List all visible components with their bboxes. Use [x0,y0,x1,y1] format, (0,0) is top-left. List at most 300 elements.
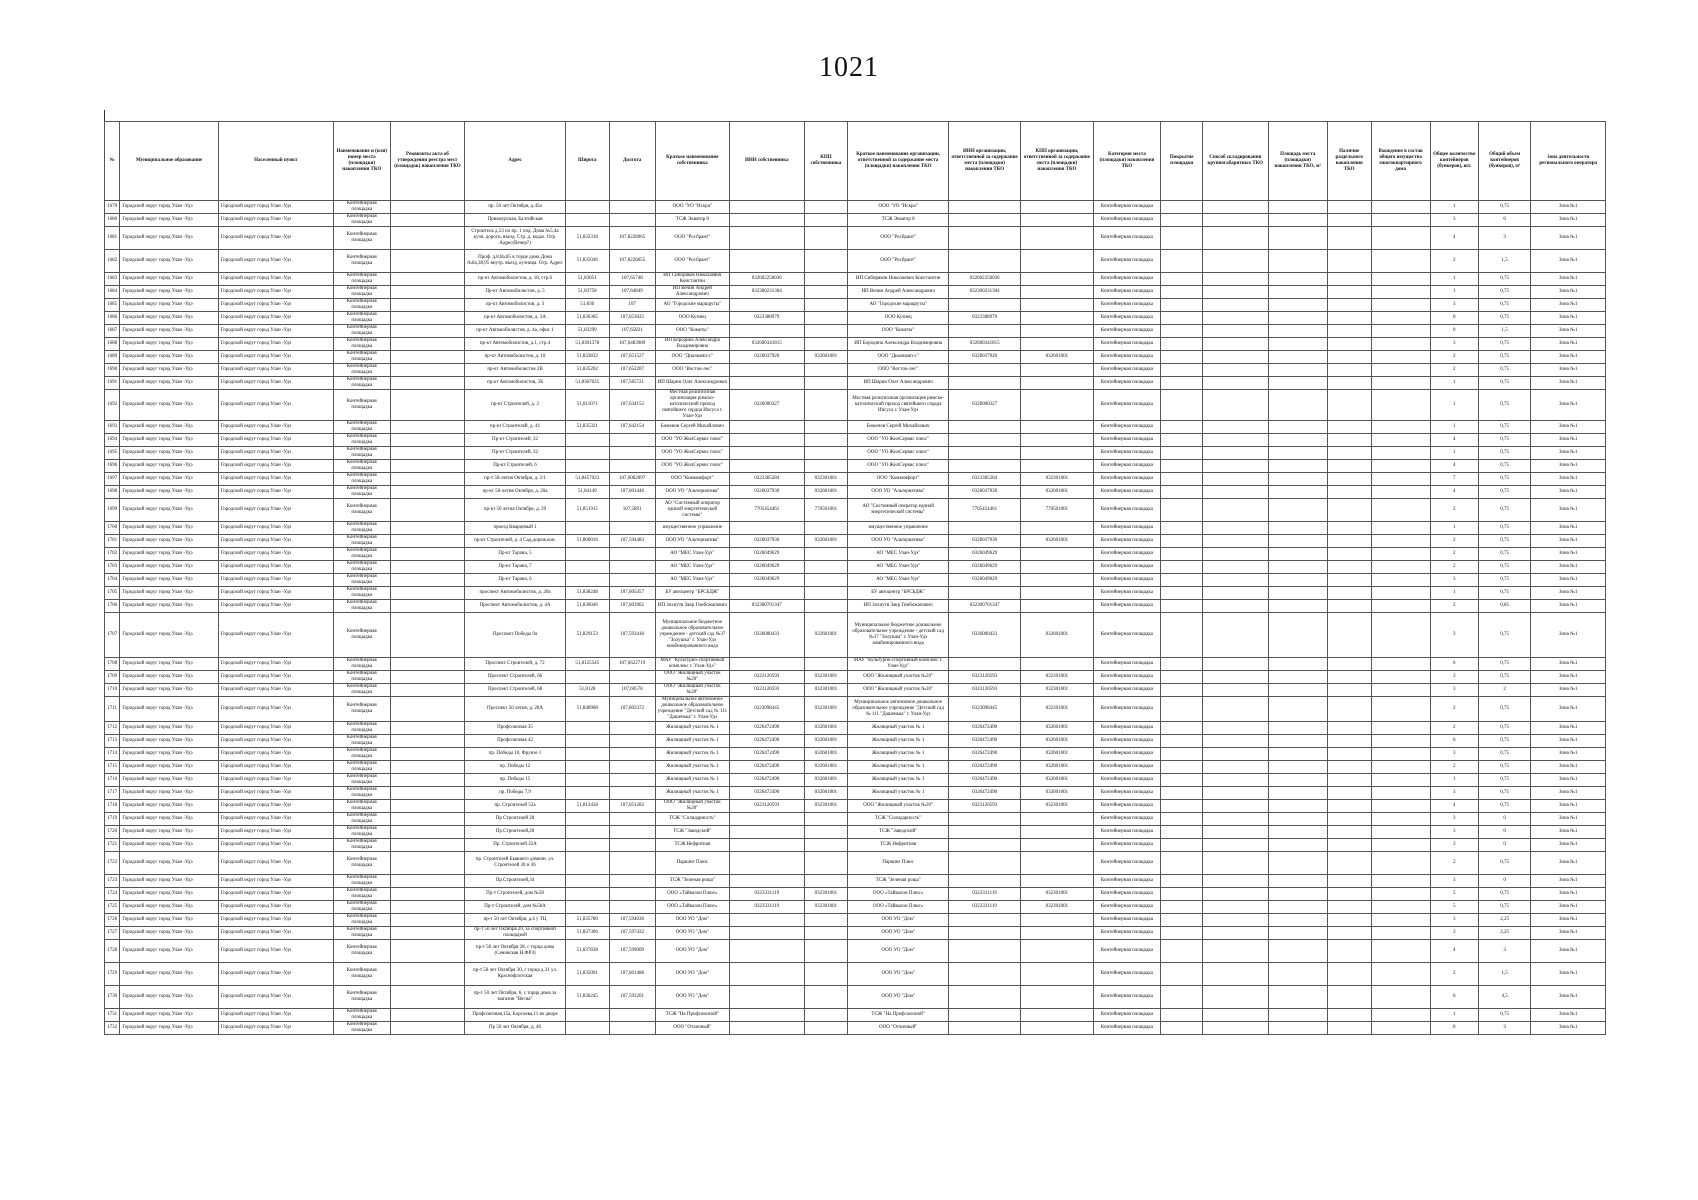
table-cell: 51,835202 [565,364,609,377]
table-cell: Контейнерная площадка [1093,377,1161,390]
table-cell [1327,748,1371,761]
table-cell [1202,499,1268,522]
table-cell: Городской округ город Улан -Удэ [120,963,219,986]
table-cell: Зона №1 [1531,748,1606,761]
table-cell: Приамурская, Балтийская [465,214,566,227]
table-cell: 51,8307025 [565,377,609,390]
table-cell: Городской округ город Улан -Удэ [218,522,333,535]
table-cell: Городской округ город Улан -Удэ [218,613,333,658]
table-cell: Контейнерная площадка [1093,390,1161,421]
table-cell: 4 [1430,486,1478,499]
table-cell: Зона №1 [1531,364,1606,377]
table-cell [1268,671,1327,684]
table-cell [1161,499,1203,522]
table-cell: 2 [1430,600,1478,613]
table-cell [390,499,464,522]
table-cell [1021,839,1093,852]
table-cell: Контейнерная площадка [1093,800,1161,813]
table-cell [1161,214,1203,227]
table-cell: 1693 [105,421,120,434]
table-cell: Зона №1 [1531,813,1606,826]
header-row [105,122,1606,201]
table-cell: 0,75 [1478,351,1531,364]
table-cell: 0,75 [1478,735,1531,748]
table-cell [730,587,804,600]
table-cell: 2 [1430,351,1478,364]
table-cell: Городской округ город Улан -Удэ [120,447,219,460]
table-cell [1371,658,1430,671]
table-cell: 0 [1430,325,1478,338]
table-cell [1371,460,1430,473]
table-cell: Жилищный участок № 1 [655,735,729,748]
table-cell: Городской округ город Улан -Удэ [218,473,333,486]
table-cell [1202,671,1268,684]
table-cell: Контейнерная площадка [1093,1022,1161,1035]
table-cell: 032301001 [1021,473,1093,486]
table-cell [949,940,1021,963]
table-cell: БУ автоцентр "БРСБДЖ" [848,587,949,600]
table-cell: 107,60578 [609,684,655,697]
table-cell [1161,338,1203,351]
table-cell: Зона №1 [1531,250,1606,273]
table-cell: ИП Сибиряков Николаевич Константин [848,273,949,286]
table-cell [1202,561,1268,574]
table-cell: Боженов Сергей Михайлович [848,421,949,434]
table-cell: Контейнерная площадка [1093,351,1161,364]
table-cell: пр-кт Автомобилистов, д. 3 [465,299,566,312]
table-cell [804,377,848,390]
table-cell: Контейнерная площадка [333,986,390,1009]
table-cell [1327,325,1371,338]
table-cell: 51,833832 [565,351,609,364]
table-cell [1268,1009,1327,1022]
table-row [105,250,1606,273]
table-cell [1161,377,1203,390]
table-row [105,940,1606,963]
table-cell: 0323098445 [949,697,1021,722]
table-cell: 1731 [105,1009,120,1022]
table-cell: пр-т 50 лет Октября 30, с торца д.31 ул. Краснофлотская [465,963,566,986]
table-cell: 032301001 [804,671,848,684]
table-cell: 0,75 [1478,473,1531,486]
table-cell [390,800,464,813]
table-cell [1268,460,1327,473]
table-cell: 0326049629 [730,548,804,561]
table-cell [1202,486,1268,499]
table-cell: 0326472490 [949,722,1021,735]
table-cell: Городской округ город Улан -Удэ [218,963,333,986]
table-cell: ООО УО "Альтернатива" [655,486,729,499]
table-cell: 3 [1430,338,1478,351]
table-cell: 1723 [105,875,120,888]
table-cell [804,852,848,875]
table-row [105,684,1606,697]
table-cell: 0323385284 [949,473,1021,486]
table-cell [1268,499,1327,522]
table-cell: Зона №1 [1531,1009,1606,1022]
table-cell: ТСЖ "Зеленая роща" [848,875,949,888]
table-cell: Зона №1 [1531,986,1606,1009]
table-cell: Городской округ город Улан -Удэ [218,914,333,927]
table-cell: ООО УО "Дом" [848,940,949,963]
table-cell [565,214,609,227]
table-cell: 0323120593 [730,671,804,684]
column-header: № [105,122,120,201]
table-cell [804,986,848,1009]
table-cell: 3 [1430,927,1478,940]
column-header: Площадь места (площадки) накопления ТКО, м² [1268,122,1327,201]
table-cell [390,447,464,460]
table-cell [1327,761,1371,774]
table-cell: 0326472490 [949,761,1021,774]
table-cell: Городской округ город Улан -Удэ [218,927,333,940]
table-cell: 0 [1478,875,1531,888]
table-cell: Городской округ город Улан -Удэ [120,875,219,888]
table-cell: пр-кт Строителей, д. 3 [465,390,566,421]
table-cell: 1730 [105,986,120,1009]
table-cell [390,986,464,1009]
table-cell [1371,813,1430,826]
table-cell [1161,447,1203,460]
table-cell [1327,312,1371,325]
table-cell [390,548,464,561]
table-cell [949,522,1021,535]
table-cell: 1 [1430,421,1478,434]
table-cell: Зона №1 [1531,800,1606,813]
table-cell: Контейнерная площадка [1093,325,1161,338]
table-cell [1371,940,1430,963]
table-cell [1371,299,1430,312]
table-cell [730,1022,804,1035]
table-cell: 7705454461 [730,499,804,522]
table-row [105,460,1606,473]
table-cell: Контейнерная площадка [1093,338,1161,351]
table-cell: 0323331119 [949,888,1021,901]
table-cell: 3 [1430,613,1478,658]
table-cell: 0 [1478,839,1531,852]
table-cell: 0,75 [1478,522,1531,535]
column-header: КПП организации, ответственной за содержание места (площадки) накопления ТКО [1021,122,1093,201]
table-cell: Городской округ город Улан -Удэ [120,250,219,273]
table-cell: 7 [1430,473,1478,486]
table-cell [1371,214,1430,227]
table-cell [1202,535,1268,548]
table-cell: 1725 [105,901,120,914]
table-cell [390,460,464,473]
table-cell: 3 [1430,299,1478,312]
table-cell [1021,364,1093,377]
table-cell: 1711 [105,697,120,722]
table-cell: Контейнерная площадка [333,574,390,587]
table-cell: ООО УО "Дом" [848,963,949,986]
table-cell [609,852,655,875]
table-cell: Городской округ город Улан -Удэ [218,548,333,561]
table-cell: Городской округ город Улан -Удэ [120,201,219,214]
table-cell [804,561,848,574]
column-header: ИНН собственника [730,122,804,201]
table-cell [390,927,464,940]
table-cell: ИП Бородина Александра Владимировна [655,338,729,351]
table-cell [1161,748,1203,761]
table-cell [1161,325,1203,338]
table-cell: Городской округ город Улан -Удэ [120,227,219,250]
table-cell [565,548,609,561]
table-row [105,914,1606,927]
table-cell [1161,986,1203,1009]
table-cell [565,826,609,839]
table-cell: 107,65748 [609,273,655,286]
table-cell: 0326037930 [730,535,804,548]
table-cell [1021,587,1093,600]
table-cell [730,421,804,434]
table-cell [730,201,804,214]
table-cell: Проспект Строителей, д. 72 [465,658,566,671]
table-cell [730,875,804,888]
table-cell [1268,447,1327,460]
table-cell: Городской округ город Улан -Удэ [218,486,333,499]
table-cell: Зона №1 [1531,587,1606,600]
table-cell: 1707 [105,613,120,658]
table-cell: Строитель д.53 по пр. 1 под. Дома №5,4а кузн. дороги, въезд. Стр. д. кодах. Огр. Адрес(Вечер?) [465,227,566,250]
table-cell: Контейнерная площадка [333,390,390,421]
table-cell [804,522,848,535]
table-cell: ООО УО "Альтернатива" [848,486,949,499]
table-cell [1371,473,1430,486]
table-cell [1268,852,1327,875]
table-cell: АО "МЕС Улан-Удэ" [655,548,729,561]
table-cell [390,522,464,535]
table-cell [390,338,464,351]
table-cell: 0326472490 [730,774,804,787]
table-cell [1161,839,1203,852]
table-cell: Городской округ город Улан -Удэ [120,1022,219,1035]
table-cell: Пр-кт Строителей, 32 [465,434,566,447]
table-cell: 032601001 [804,535,848,548]
table-cell [609,1009,655,1022]
table-cell [804,421,848,434]
table-cell [1021,561,1093,574]
table-cell: Контейнерная площадка [1093,286,1161,299]
table-row [105,286,1606,299]
table-cell: 0,75 [1478,486,1531,499]
table-cell: Зона №1 [1531,499,1606,522]
table-cell [949,658,1021,671]
table-cell: 1702 [105,548,120,561]
table-cell [1371,377,1430,390]
table-cell [949,1022,1021,1035]
table-cell [1161,561,1203,574]
table-cell [1161,963,1203,986]
table-cell [390,574,464,587]
table-cell [949,364,1021,377]
table-cell: пр-кт Строителей, д. 41 [465,421,566,434]
table-cell: Жилищный участок № 1 [655,748,729,761]
table-cell [1371,722,1430,735]
table-cell: 2 [1430,364,1478,377]
table-cell: 51,83758 [565,286,609,299]
table-cell [1161,875,1203,888]
table-cell [1268,574,1327,587]
table-cell: Городской округ город Улан -Удэ [120,535,219,548]
table-cell [949,434,1021,447]
table-cell: Контейнерная площадка [1093,613,1161,658]
table-cell [565,1009,609,1022]
table-cell [565,671,609,684]
table-cell [949,421,1021,434]
table-cell [1327,286,1371,299]
table-cell: 0,75 [1478,447,1531,460]
table-cell: 107,5891 [609,499,655,522]
table-cell [1327,774,1371,787]
table-cell [609,447,655,460]
table-cell [1268,299,1327,312]
table-cell: Зона №1 [1531,761,1606,774]
table-cell: Городской округ город Улан -Удэ [120,351,219,364]
table-cell: 0,75 [1478,774,1531,787]
table-cell [804,364,848,377]
table-cell: ИП Вечин Андрей Александрович [655,286,729,299]
table-cell: 3 [1430,574,1478,587]
table-cell: пр-т 50-летия Октября, д. 2/1 [465,473,566,486]
table-row [105,548,1606,561]
table-row [105,697,1606,722]
table-cell: 107,594036 [609,914,655,927]
table-cell [1327,447,1371,460]
table-cell: Контейнерная площадка [1093,839,1161,852]
table-cell: Городской округ город Улан -Удэ [120,748,219,761]
table-cell: ТСЖ Нефритная [655,839,729,852]
table-cell: Контейнерная площадка [333,839,390,852]
table-cell: 032601001 [1021,722,1093,735]
table-cell: Контейнерная площадка [1093,761,1161,774]
table-cell: 4,5 [1478,986,1531,1009]
table-cell: 107,653025 [609,312,655,325]
table-cell: ООО "УО ЖилСервис плюс" [655,447,729,460]
table-cell [1161,486,1203,499]
table-cell [1161,273,1203,286]
table-cell [1268,587,1327,600]
table-cell: Зона №1 [1531,486,1606,499]
table-cell [804,299,848,312]
table-cell: Городской округ город Улан -Удэ [120,473,219,486]
table-row [105,390,1606,421]
table-cell [1371,325,1430,338]
table-cell: пр-кт 50 летия Октября, д. 29 [465,499,566,522]
table-cell [1327,250,1371,273]
table-row [105,535,1606,548]
table-cell [804,574,848,587]
table-cell: 1700 [105,522,120,535]
table-cell [1021,1009,1093,1022]
column-header: Населенный пункт [218,122,333,201]
table-cell [1202,286,1268,299]
table-cell: 0,75 [1478,1009,1531,1022]
table-cell: 2 [1430,963,1478,986]
table-cell: Зона №1 [1531,839,1606,852]
table-cell: Городской округ город Улан -Удэ [218,434,333,447]
table-row [105,613,1606,658]
table-cell: 0326472490 [730,722,804,735]
table-cell: Пр-кт Тарана, 6 [465,574,566,587]
table-cell: Контейнерная площадка [333,914,390,927]
table-cell: 51,8128 [565,684,609,697]
table-cell: 107,651527 [609,351,655,364]
table-cell: Городской округ город Улан -Удэ [120,697,219,722]
table-cell: Городской округ город Улан -Удэ [218,299,333,312]
table-cell: Контейнерная площадка [333,377,390,390]
table-cell [1268,963,1327,986]
table-cell [1161,826,1203,839]
table-cell [390,201,464,214]
table-cell [1202,325,1268,338]
table-cell [1202,548,1268,561]
table-cell [730,214,804,227]
table-cell [390,901,464,914]
table-cell: Контейнерная площадка [1093,684,1161,697]
table-cell: 0 [1430,1022,1478,1035]
table-cell [1327,390,1371,421]
table-cell: проспект Автомобилистов, д. 20а [465,587,566,600]
table-cell: 1 [1430,587,1478,600]
table-cell: ООО УО "Дом" [655,963,729,986]
table-cell: Муниципальное автономное дошкольное образовательное учреждение "Детский сад № 111 "Дашенька" г. Улан-Удэ [655,697,729,722]
column-header: Зона деятельности регионального оператора [1531,122,1606,201]
table-cell [1202,852,1268,875]
table-cell: Контейнерная площадка [333,600,390,613]
table-cell: ТСЖ Нефритная [848,839,949,852]
table-cell [390,613,464,658]
table-cell [1202,447,1268,460]
table-cell: Зона №1 [1531,940,1606,963]
table-cell [1021,927,1093,940]
table-cell: Зона №1 [1531,722,1606,735]
table-cell [730,522,804,535]
table-cell: Контейнерная площадка [333,613,390,658]
table-cell [1021,826,1093,839]
table-cell: Зона №1 [1531,473,1606,486]
table-cell: Городской округ город Улан -Удэ [218,1022,333,1035]
table-cell: 1 [1430,377,1478,390]
table-cell: Контейнерная площадка [1093,940,1161,963]
table-cell: Зона №1 [1531,600,1606,613]
table-cell: Контейнерная площадка [1093,561,1161,574]
table-cell: 107,8226655 [609,250,655,273]
table-cell [1161,227,1203,250]
table-cell: 1698 [105,486,120,499]
table-cell: ООО УО "Дом" [655,927,729,940]
table-row [105,839,1606,852]
table-cell [1327,214,1371,227]
table-cell: 0,75 [1478,852,1531,875]
table-cell: Зона №1 [1531,227,1606,250]
table-cell [609,888,655,901]
table-cell: Городской округ город Улан -Удэ [120,671,219,684]
table-cell: ООО «Тайвалон Плюс» [848,901,949,914]
table-cell [1371,901,1430,914]
table-cell: 1694 [105,434,120,447]
table-row [105,421,1606,434]
table-cell [1327,914,1371,927]
table-cell [1161,940,1203,963]
table-cell [1371,684,1430,697]
table-cell: 1681 [105,227,120,250]
table-cell [1371,774,1430,787]
table-cell [949,826,1021,839]
table-cell [1327,940,1371,963]
table-cell: Городской округ город Улан -Удэ [218,735,333,748]
table-cell [390,273,464,286]
table-cell [1371,914,1430,927]
